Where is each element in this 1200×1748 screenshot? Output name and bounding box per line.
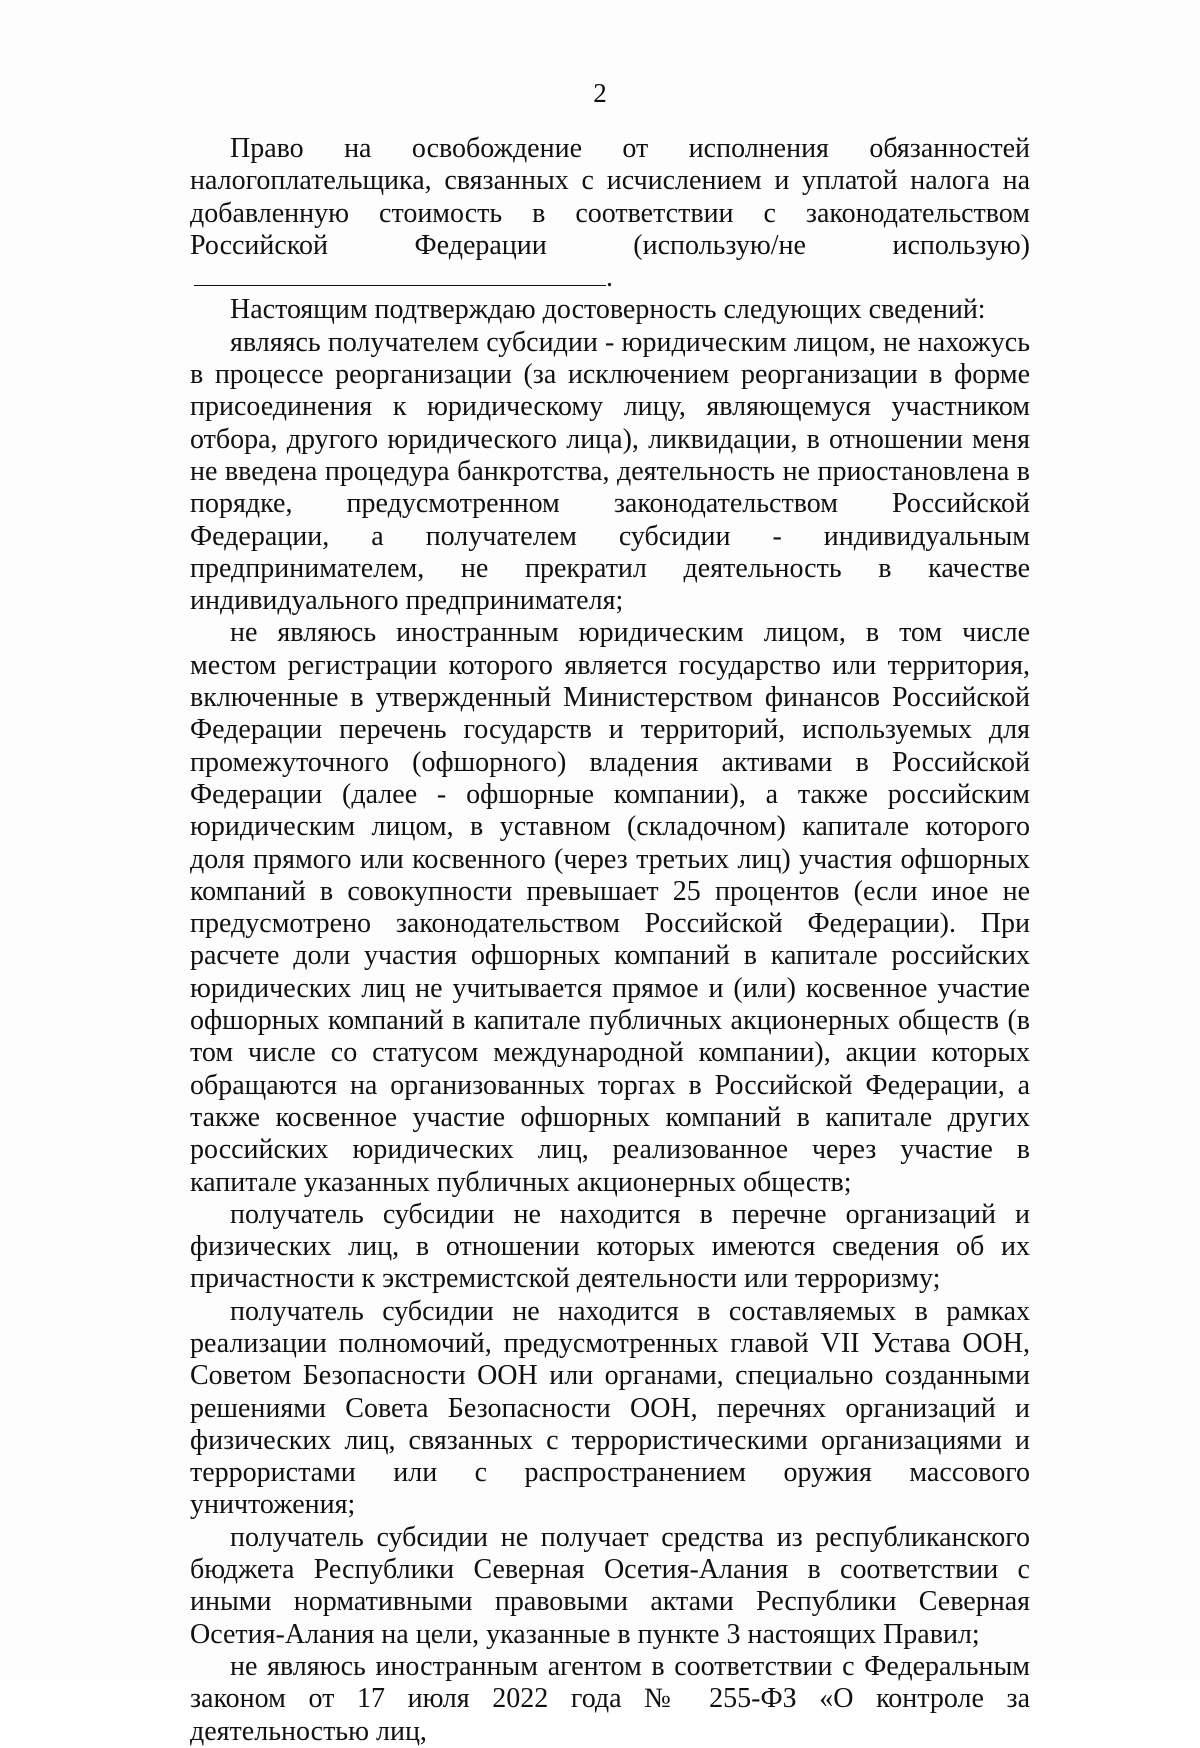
paragraph-offshore: не являюсь иностранным юридическим лицом, в том числе местом регистрации которого является государство или территория, включенные в утвержденный Министерством финансов Российской Федерации перечень государств и территорий, используемых для промежуточного (офшорного) владения активами в Российской Федерации (далее - офшорные компании), а также российским юридическим лицом, в уставном (складочном) капитале которого доля прямого или косвенного (через третьих лиц) участия офшорных компаний в совокупности превышает 25 процентов (если иное не предусмотрено законодательством Российской Федерации). При расчете доли участия офшорных компаний в капитале российских юридических лиц не учитывается прямое и (или) косвенное участие офшорных компаний в капитале публичных акционерных обществ (в том числе со статусом международной компании), акции которых обращаются на организованных торгах в Российской Федерации, а также косвенное участие офшорных компаний в капитале других российских юридических лиц, реализованное через участие в капитале указанных публичных акционерных обществ;: [190, 617, 1030, 1198]
paragraph-confirmation-intro: Настоящим подтверждаю достоверность следующих сведений:: [230, 294, 986, 326]
paragraph-text: Право на освобождение от исполнения обязанностей налогоплательщика, связанных с исчислением и уплатой налога на добавленную стоимость в соответствии с законодательством Российской Федерации (использую/не использую): [190, 133, 1030, 261]
paragraph-vat-exemption: [190, 133, 1030, 294]
paragraph-extremism-list: получатель субсидии не находится в перечне организаций и физических лиц, в отношении которых имеются сведения об их причастности к экстремистской деятельности или терроризму;: [190, 1198, 1030, 1295]
paragraph-foreign-agent: не являюсь иностранным агентом в соответствии с Федеральным законом от 17 июля 2022 года № 255-ФЗ «О контроле за деятельностью лиц,: [190, 1650, 1030, 1747]
paragraph-un-sanctions: получатель субсидии не находится в составляемых в рамках реализации полномочий, предусмотренных главой VII Устава ООН, Советом Безопасности ООН или органами, специально созданными решениями Совета Безопасности ООН, перечнях организаций и физических лиц, связанных с террористическими организациями и террористами или с распространением оружия массового уничтожения;: [190, 1295, 1030, 1521]
document-body: [190, 133, 1030, 1748]
paragraph-trailing: .: [606, 262, 613, 294]
paragraph-reorganization: являясь получателем субсидии - юридическим лицом, не нахожусь в процессе реорганизации (за исключением реорганизации в форме присоединения к юридическому лицу, являющемуся участником отбора, другого юридического лица), ликвидации, в отношении меня не введена процедура банкротства, деятельность не приостановлена в порядке, предусмотренном законодательством Российской Федерации, а получателем субсидии - индивидуальным предпринимателем, не прекратил деятельность в качестве индивидуального предпринимателя;: [190, 326, 1030, 617]
paragraph-budget-funds: получатель субсидии не получает средства из республиканского бюджета Республики Северная Осетия-Алания в соответствии с иными нормативными правовыми актами Республики Северная Осетия-Алания на цели, указанные в пункте 3 настоящих Правил;: [190, 1521, 1030, 1650]
fill-in-blank-line[interactable]: [194, 265, 606, 286]
page-number: 2: [593, 78, 607, 108]
